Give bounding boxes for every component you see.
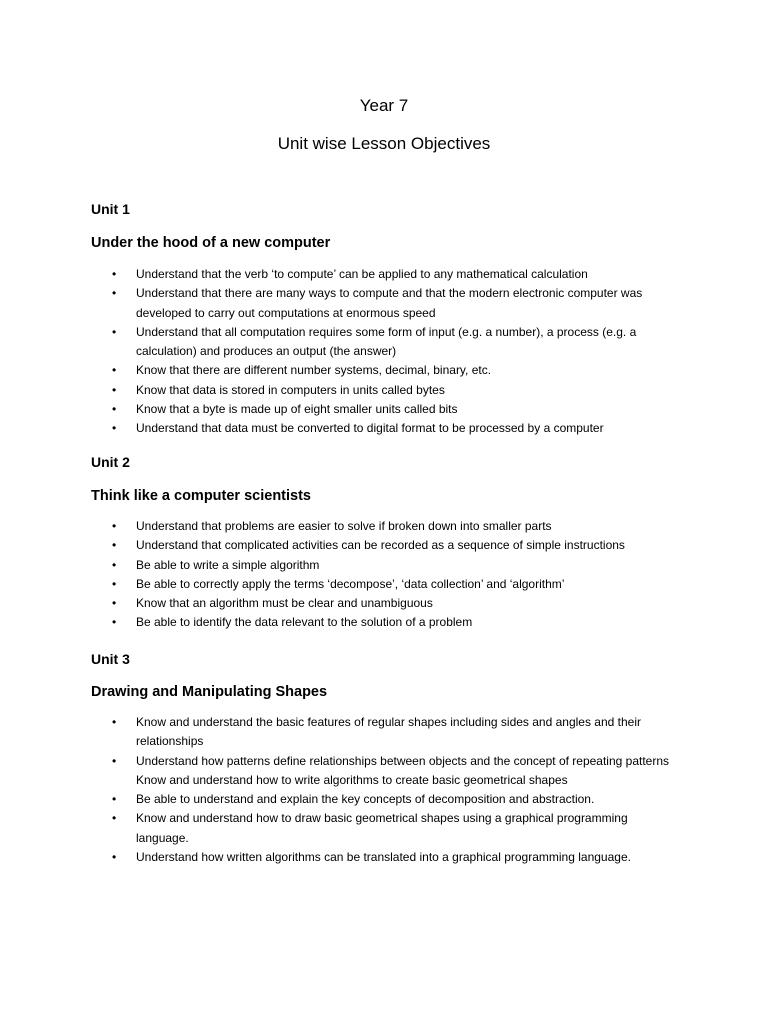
objective-text: Understand that the verb ‘to compute’ can be applied to any mathematical calculation (136, 267, 588, 281)
objective-text: Understand that complicated activities can be recorded as a sequence of simple instructions (136, 538, 625, 553)
objective-text: Know and understand the basic features of regular shapes including sides and angles and their relationships (136, 715, 642, 749)
list-item (112, 361, 672, 380)
list-item (112, 536, 672, 555)
objective-text: Know that an algorithm must be clear and unambiguous (136, 596, 433, 611)
objective-text: Understand how patterns define relationships between objects and the concept of repeating patterns Know and understand how to write algorithms to create basic geometrical shapes (136, 753, 670, 787)
document-subtitle: Unit wise Lesson Objectives (277, 134, 491, 153)
bullet-icon: • (112, 363, 117, 378)
bullet-icon: • (112, 715, 117, 729)
objective-text: Understand that problems are easier to solve if broken down into smaller parts (136, 519, 552, 533)
list-item (112, 809, 672, 848)
list-item (112, 594, 672, 613)
list-item (112, 381, 672, 400)
list-item (112, 575, 672, 594)
document-title: Year 7 (359, 96, 409, 115)
bullet-icon: • (112, 286, 117, 301)
unit-title: Think like a computer scientists (91, 488, 311, 504)
list-item (112, 419, 672, 438)
bullet-icon: • (112, 596, 117, 611)
list-item (112, 848, 672, 867)
bullet-icon: • (112, 519, 117, 533)
objective-text: Understand that all computation requires some form of input (e.g. a number), a process (e.g. a calculation) and produces an output (the answer) (136, 324, 637, 359)
unit-label: Unit 2 (91, 454, 130, 470)
unit-label: Unit 1 (91, 201, 130, 217)
objective-text: Be able to correctly apply the terms ‘decompose’, ‘data collection’ and ‘algorithm’ (136, 576, 565, 591)
bullet-icon: • (112, 538, 117, 553)
objective-text: Understand that there are many ways to compute and that the modern electronic computer was developed to carry out computations at enormous speed (136, 286, 643, 320)
bullet-icon: • (112, 557, 117, 572)
bullet-icon: • (112, 324, 117, 339)
objective-text: Be able to write a simple algorithm (136, 557, 320, 572)
objective-text: Know that data is stored in computers in units called bytes (136, 382, 445, 397)
unit-label: Unit 3 (91, 651, 130, 667)
bullet-icon: • (112, 267, 117, 281)
objectives-list (112, 265, 672, 439)
objective-text: Know that a byte is made up of eight smaller units called bits (136, 402, 458, 417)
list-item (112, 284, 672, 323)
objectives-list (112, 713, 672, 867)
objective-text: Know and understand how to draw basic geometrical shapes using a graphical programming language. (136, 811, 628, 845)
bullet-icon: • (112, 576, 117, 591)
objective-text: Be able to identify the data relevant to the solution of a problem (136, 615, 473, 630)
bullet-icon: • (112, 615, 117, 630)
list-item (112, 613, 672, 632)
list-item (112, 556, 672, 575)
bullet-icon: • (112, 753, 117, 768)
bullet-icon: • (112, 421, 117, 436)
bullet-icon: • (112, 792, 117, 807)
objectives-list (112, 517, 672, 633)
bullet-icon: • (112, 850, 117, 865)
objective-text: Know that there are different number systems, decimal, binary, etc. (136, 363, 492, 378)
bullet-icon: • (112, 811, 117, 826)
list-item (112, 713, 672, 752)
objective-text: Understand how written algorithms can be translated into a graphical programming language. (136, 850, 631, 865)
list-item (112, 752, 672, 791)
bullet-icon: • (112, 382, 117, 397)
list-item (112, 323, 672, 362)
bullet-icon: • (112, 402, 117, 417)
list-item (112, 400, 672, 419)
objective-text: Be able to understand and explain the key concepts of decomposition and abstraction. (136, 792, 595, 807)
unit-title: Drawing and Manipulating Shapes (91, 684, 328, 700)
list-item (112, 265, 672, 284)
unit-title: Under the hood of a new computer (91, 235, 331, 251)
list-item (112, 790, 672, 809)
objective-text: Understand that data must be converted to digital format to be processed by a computer (136, 421, 604, 436)
list-item (112, 517, 672, 536)
